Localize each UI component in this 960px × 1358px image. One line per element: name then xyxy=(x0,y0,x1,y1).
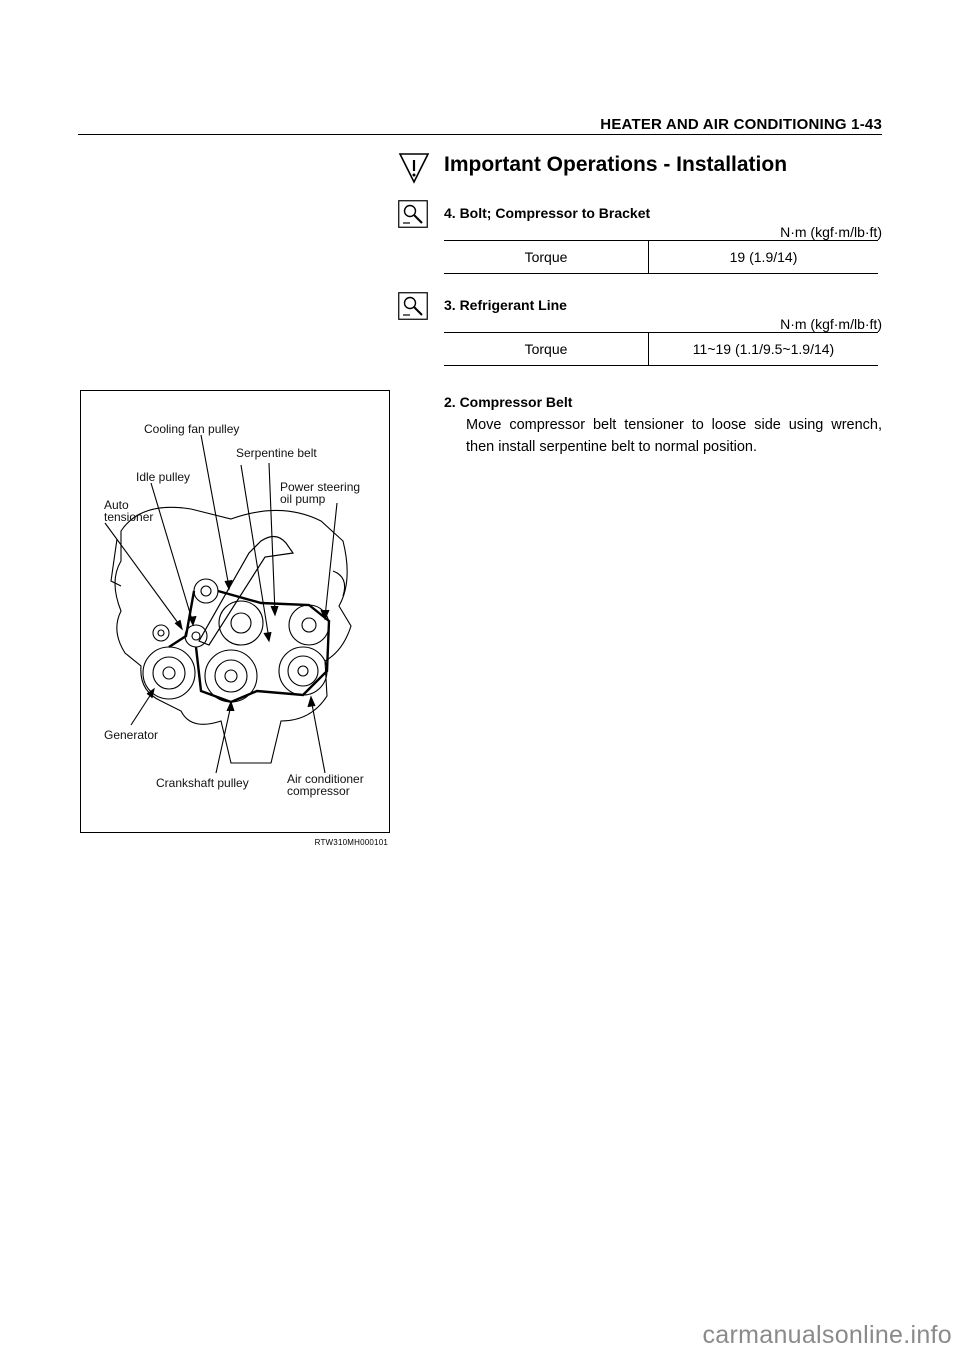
label-auto: Auto xyxy=(104,498,129,512)
torque-unit: N·m (kgf·m/lb·ft) xyxy=(780,316,882,332)
table-row xyxy=(444,241,878,274)
torque-table xyxy=(444,332,878,366)
table-row xyxy=(444,333,878,366)
warning-triangle-icon xyxy=(398,152,430,184)
torque-label: Torque xyxy=(444,241,649,274)
figure-caption: RTW310MH000101 xyxy=(314,838,388,847)
header-rule xyxy=(78,134,882,135)
label-oil-pump: oil pump xyxy=(280,492,326,506)
label-power-steering: Power steering xyxy=(280,480,361,494)
label-air-conditioner: Air conditioner xyxy=(287,772,364,786)
label-idle-pulley: Idle pulley xyxy=(136,470,191,484)
torque-value: 11~19 (1.1/9.5~1.9/14) xyxy=(649,333,879,366)
torque-unit: N·m (kgf·m/lb·ft) xyxy=(780,224,882,240)
item-heading: 2. Compressor Belt xyxy=(444,394,573,410)
label-crankshaft-pulley: Crankshaft pulley xyxy=(156,776,249,790)
label-compressor: compressor xyxy=(287,784,350,798)
belt-diagram-figure xyxy=(80,390,390,833)
magnifier-tool-icon xyxy=(398,200,428,228)
engine-belt-drawing xyxy=(81,391,389,832)
torque-table xyxy=(444,240,878,274)
instruction-text: Move compressor belt tensioner to loose side using wrench, then install serpentine belt to normal position. xyxy=(466,417,882,455)
page-header-title: HEATER AND AIR CONDITIONING 1-43 xyxy=(600,116,882,133)
label-serpentine-belt: Serpentine belt xyxy=(236,446,317,460)
label-cooling-fan-pulley: Cooling fan pulley xyxy=(144,422,240,436)
torque-value: 19 (1.9/14) xyxy=(649,241,879,274)
label-generator: Generator xyxy=(104,728,159,742)
item-heading: 4. Bolt; Compressor to Bracket xyxy=(444,205,651,221)
torque-label: Torque xyxy=(444,333,649,366)
item-heading: 3. Refrigerant Line xyxy=(444,297,567,313)
magnifier-tool-icon xyxy=(398,292,428,320)
section-title: Important Operations - Installation xyxy=(444,153,788,176)
label-tensioner: tensioner xyxy=(104,510,154,524)
watermark: carmanualsonline.info xyxy=(702,1321,952,1349)
